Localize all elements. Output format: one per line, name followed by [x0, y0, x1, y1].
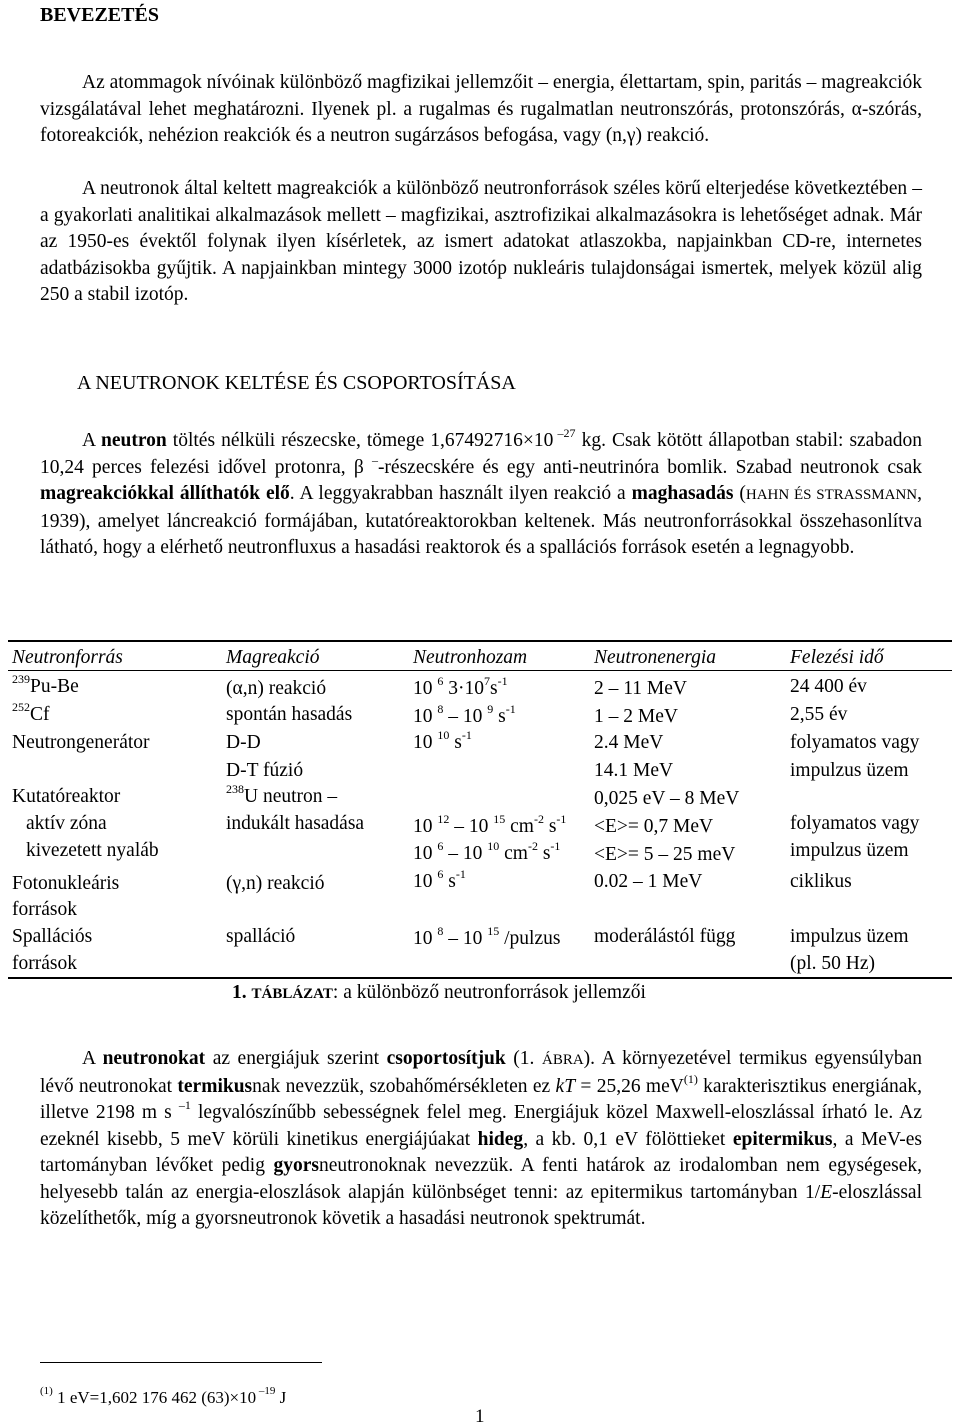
- table-cell: 10 $^{12}$ – 10 $^{15}$ $cm^{-2}$ $s^{-1}$: [413, 812, 567, 837]
- table-bottom-rule: [8, 977, 952, 979]
- table-cell: 14.1 MeV: [594, 760, 674, 781]
- table-cell: impulzus üzem: [790, 926, 909, 947]
- table-cell: <E>= 5 – 25 meV: [594, 844, 736, 865]
- table-caption: 1. TÁBLÁZAT: a különböző neutronforrások jellemzői: [232, 982, 646, 1003]
- table-cell: források: [12, 953, 77, 974]
- section-title: A NEUTRONOK KELTÉSE ÉS CSOPORTOSÍTÁSA: [77, 372, 516, 394]
- table-cell: 0,025 eV – 8 MeV: [594, 788, 740, 809]
- table-header-rule: [8, 670, 952, 671]
- table-cell: 10 $^{10}$ $s^{-1}$: [413, 728, 472, 753]
- table-cell: 24 400 év: [790, 676, 867, 697]
- table-cell: 10 $^6$ – 10 $^{10}$ $cm^{-2}$ $s^{-1}$: [413, 839, 561, 864]
- page-number: 1: [475, 1406, 485, 1427]
- table-cell: D-T fúzió: [226, 760, 304, 781]
- table-cell: spalláció: [226, 926, 296, 947]
- th-neutronenergia: Neutronenergia: [594, 647, 717, 668]
- table-cell: spontán hasadás: [226, 704, 353, 725]
- table-cell: 10 $^6$ $3\cdot 10^7s^{-1}$: [413, 674, 508, 699]
- section-paragraph: A neutron töltés nélküli részecske, tömege 1,67492716×10 $^{-27}$ kg. Csak kötött állapotban stabil: szabadon 10,24 perces felezési idővel protonra, β –-részecskére és egy anti-neutrinóra bomlik. Szabad neutronok csak magreakciókkal állíthatók elő. A leggyakrabban használt ilyen reakció a maghasadás (HAHN ÉS STRASSMANN, 1939), amelyet láncreakció formájában, kutatóreaktorokban keltenek. Más neutronforrásokkal összehasonlítva látható, hogy a elérhető neutronfluxus a hasadási reaktorok és a spallációs források esetén a legnagyobb.: [40, 426, 923, 558]
- table-cell: $^{238}$U neutron –: [226, 782, 338, 807]
- table-cell: $^{252}$Cf: [12, 700, 50, 725]
- page-heading: BEVEZETÉS: [40, 4, 159, 26]
- th-magreakcio: Magreakció: [226, 647, 320, 668]
- table-cell: 2,55 év: [790, 704, 848, 725]
- table-cell: $^{239}$Pu-Be: [12, 672, 79, 697]
- footnote: $^{(1)}$ 1 eV=1,602 176 462 (63)×10 $^{-19}$ J: [40, 1385, 287, 1407]
- table-cell: 2 – 11 MeV: [594, 678, 687, 699]
- table-cell: Spallációs: [12, 926, 93, 947]
- th-felezesi-ido: Felezési idő: [790, 647, 884, 668]
- table-cell: indukált hasadása: [226, 813, 365, 834]
- table-cell: <E>= 0,7 MeV: [594, 816, 714, 837]
- table-cell: impulzus üzem: [790, 840, 909, 861]
- table-cell: ciklikus: [790, 871, 852, 892]
- table-cell: kivezetett nyaláb: [26, 840, 159, 861]
- table-cell: moderálástól függ: [594, 926, 736, 947]
- table-cell: 10 $^6$ $s^{-1}$: [413, 867, 466, 892]
- table-cell: (pl. 50 Hz): [790, 953, 876, 974]
- th-neutronhozam: Neutronhozam: [413, 647, 528, 668]
- th-neutronforras: Neutronforrás: [12, 647, 123, 668]
- table-cell: folyamatos vagy: [790, 813, 920, 834]
- table-cell: folyamatos vagy: [790, 732, 920, 753]
- table-cell: források: [12, 899, 77, 920]
- table-cell: 10 $^8$ – 10 $^{15}$ /pulzus: [413, 924, 561, 949]
- third-paragraph: A neutronokat az energiájuk szerint csoportosítjuk (1. ÁBRA). A környezetével termikus egyensúlyban lévő neutronokat termikusnak nevezzük, szobahőmérsékleten ez kT = 25,26 meV$^{(1)}$ karakterisztikus energiának, illetve 2198 m s $^{-1}$ legvalószínűbb sebességnek felel meg. Energiájuk közel Maxwell-eloszlással írható le. Az ezeknél kisebb, 5 meV körüli kinetikus energiájúakat hideg, a kb. 0,1 eV fölöttieket epitermikus, a MeV-es tartományban lévőket pedig gyorsneutronoknak nevezzük. A fenti határok az irodalomban nem egységesek, helyesebb talán az energia-eloszlások alapján különbséget tenni: az epitermikus tartományban 1/E-eloszlással közelíthetők, míg a gyorsneutronok követik a hasadási neutronok spektrumát.: [40, 1048, 923, 1229]
- table-cell: 2.4 MeV: [594, 732, 664, 753]
- table-cell: Kutatóreaktor: [12, 786, 121, 807]
- intro-paragraph: Az atommagok nívóinak különböző magfizikai jellemzőit – energia, élettartam, spin, paritás – magreakciók vizsgálatával lehet meghatározni. Ilyenek pl. a rugalmas és rugalmatlan neutronszórás, protonszórás, α-szórás, fotoreakciók, nehézion reakciók és a neutron sugárzásos befogása, vagy (n,γ) reakció.: [40, 72, 922, 146]
- footnote-rule: [40, 1362, 322, 1363]
- second-paragraph: A neutronok által keltett magreakciók a különböző neutronforrások széles körű elterjedése következtében – a gyakorlati analitikai alkalmazások mellett – magfizikai, asztrofizikai alkalmazásokra is lehetőséget adnak. Már az 1950-es évektől folynak ilyen kísérletek, az ismert adatokat atlaszokba, napjainkban CD-re, internetes adatbázisokba gyűjtik. A napjainkban mintegy 3000 izotóp nukleáris tulajdonságai ismertek, melyek közül alig 250 a stabil izotóp.: [40, 178, 922, 305]
- table-cell: (α,n) reakció: [226, 678, 327, 699]
- table-top-rule: [8, 640, 952, 642]
- table-cell: impulzus üzem: [790, 760, 909, 781]
- table-cell: 10 $^8$ – 10 $^9$ $s^{-1}$: [413, 702, 516, 727]
- table-cell: D-D: [226, 732, 261, 753]
- table-cell: 0.02 – 1 MeV: [594, 871, 703, 892]
- table-cell: 1 – 2 MeV: [594, 706, 678, 727]
- table-cell: Neutrongenerátor: [12, 732, 150, 753]
- table-cell: aktív zóna: [26, 813, 107, 834]
- table-cell: Fotonukleáris: [12, 873, 120, 894]
- table-cell: (γ,n) reakció: [226, 873, 325, 894]
